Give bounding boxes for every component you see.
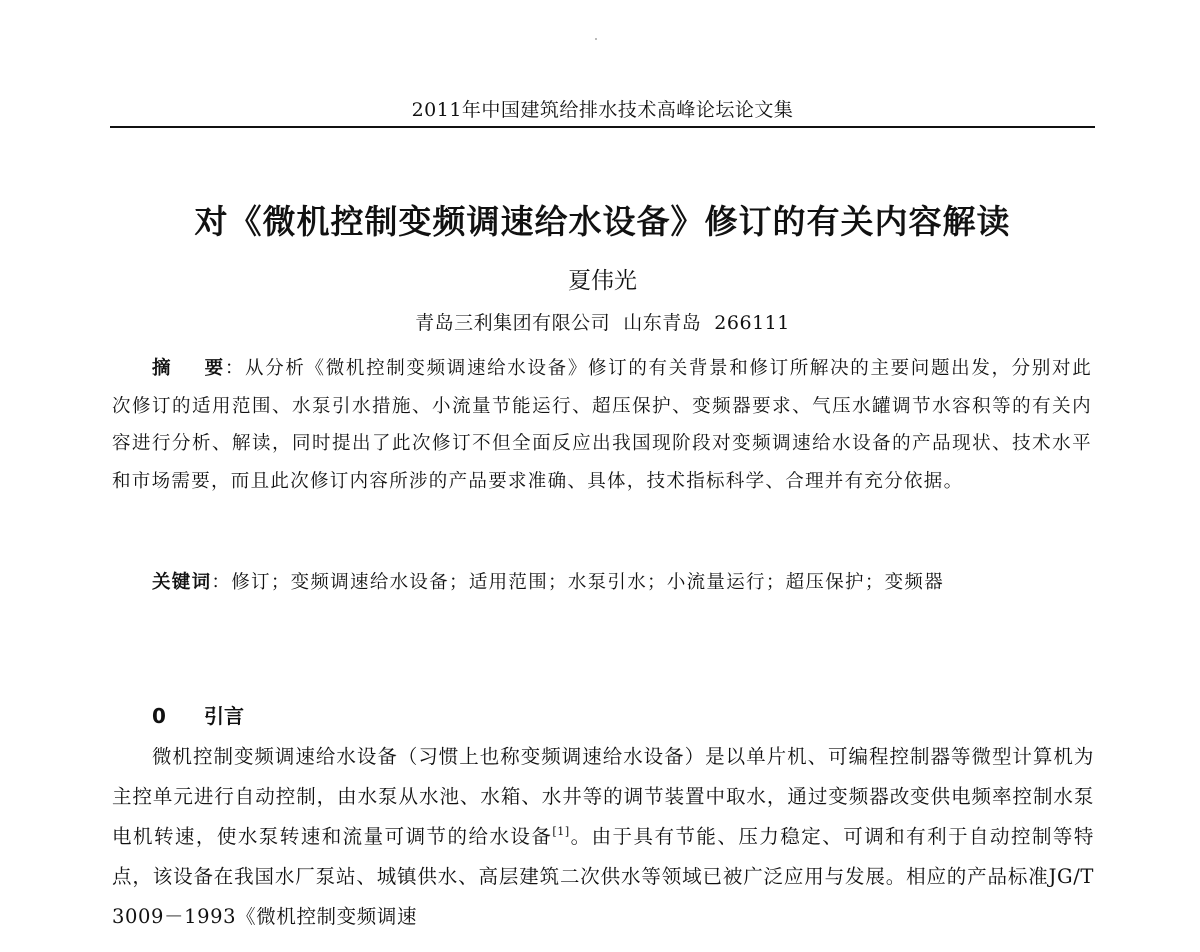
abstract-text: 从分析《微机控制变频调速给水设备》修订的有关背景和修订所解决的主要问题出发，分别对此次修订的适用范围、水泵引水措施、小流量节能运行、超压保护、变频器要求、气压水罐调节水容积等的有关内容进行分析、解读，同时提出了此次修订不但全面反应出我国现阶段对变频调速给水设备的产品现状、技术水平和市场需要，而且此次修订内容所涉的产品要求准确、具体，技术指标科学、合理并有充分依据。	[112, 358, 1092, 492]
section-number: 0	[152, 704, 166, 728]
header-rule	[110, 126, 1095, 128]
running-header: 2011年中国建筑给排水技术高峰论坛论文集	[411, 99, 794, 121]
paragraph-text-2: 。由于具有节能、压力稳定、可调和有利于自动控制等特点，该设备在我国水厂泵站、城镇供水、高层建筑二次供水等领域已被广泛应用与发展。相应的产品标准JG/T 3009－1993《微机控制变频调速	[112, 825, 1094, 928]
abstract	[112, 350, 1092, 500]
author-affiliation: 青岛三利集团有限公司 山东青岛 266111	[415, 312, 790, 334]
keywords-separator: ：	[211, 572, 232, 593]
paragraph-text-1: 微机控制变频调速给水设备（习惯上也称变频调速给水设备）是以单片机、可编程控制器等微型计算机为主控单元进行自动控制，由水泵从水池、水箱、水井等的调节装置中取水，通过变频器改变供电频率控制水泵电机转速，使水泵转速和流量可调节的给水设备	[112, 745, 1094, 848]
keywords-label: 关键词	[152, 572, 212, 593]
keywords	[112, 564, 1092, 602]
section-heading	[152, 700, 244, 729]
citation-marker: [1]	[552, 825, 570, 838]
keywords-text: 修订；变频调速给水设备；适用范围；水泵引水；小流量运行；超压保护；变频器	[231, 572, 945, 593]
body-paragraph	[112, 737, 1094, 937]
article-title: 对《微机控制变频调速给水设备》修订的有关内容解读	[194, 202, 1011, 241]
author-name: 夏伟光	[568, 268, 637, 294]
abstract-label: 摘 要	[152, 358, 225, 379]
abstract-separator: ：	[224, 358, 246, 379]
section-title: 引言	[204, 704, 244, 728]
scan-speck	[595, 38, 597, 40]
